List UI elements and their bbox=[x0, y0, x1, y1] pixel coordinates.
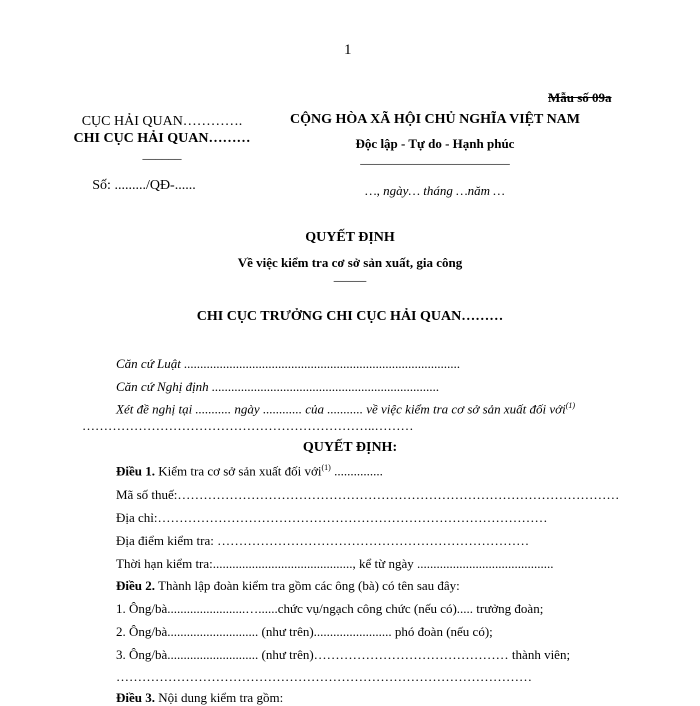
document-subject: Về việc kiểm tra cơ sở sản xuất, gia công bbox=[237, 255, 463, 270]
team-member-3: 3. Ông/bà............................ (như trên)……………………………………… thành viên; bbox=[116, 647, 571, 662]
inspection-duration-line: Thời hạn kiểm tra:..........................................., kể từ ngày .......................................... bbox=[116, 556, 554, 571]
agency-line-2: CHI CỤC HẢI QUAN……… bbox=[73, 131, 251, 146]
decision-heading: QUYẾT ĐỊNH: bbox=[302, 440, 398, 455]
article-2: Điều 2. Thành lập đoàn kiểm tra gồm các ông (bà) có tên sau đây: bbox=[116, 578, 460, 593]
team-member-2: 2. Ông/bà............................ (như trên)........................ phó đoàn (nếu có); bbox=[116, 624, 493, 639]
form-code: Mẫu số 09a bbox=[548, 90, 612, 105]
article-3: Điều 3. Nội dung kiểm tra gồm: bbox=[116, 690, 284, 705]
motto-divider: _______________________ bbox=[360, 151, 510, 166]
proposal-continuation: …………………………………………………………..……… bbox=[82, 418, 414, 433]
page-number: 1 bbox=[344, 42, 352, 58]
team-member-1: 1. Ông/bà........................…......chức vụ/ngạch công chức (nếu có)..... trưởng đoàn; bbox=[116, 601, 544, 616]
issuing-authority: CHI CỤC TRƯỞNG CHI CỤC HẢI QUAN……… bbox=[196, 309, 504, 324]
document-number: Số: ........./QĐ-...... bbox=[92, 178, 196, 193]
national-motto: Độc lập - Tự do - Hạnh phúc bbox=[355, 136, 515, 151]
article-1: Điều 1. Kiểm tra cơ sở sản xuất đối với$^{(1)}$ ............... bbox=[116, 463, 383, 479]
document-title: QUYẾT ĐỊNH bbox=[305, 230, 395, 245]
issue-date: …, ngày… tháng …năm … bbox=[365, 183, 505, 198]
inspection-location-line: Địa điểm kiểm tra: ……………………………………………………………… bbox=[116, 533, 530, 548]
legal-basis-decree: Căn cứ Nghị định ...................................................................... bbox=[116, 379, 440, 394]
proposal-basis: Xét đề nghị tại ........... ngày ............ của ........... về việc kiểm tra cơ sở sản xuất đối với$^{(1)}$ bbox=[116, 401, 576, 417]
team-member-blank: …………………………………………………………………………………… bbox=[116, 669, 532, 684]
title-divider: _____ bbox=[333, 268, 367, 283]
agency-divider: ______ bbox=[142, 146, 182, 161]
address-line: Địa chỉ:……………………………………………………………………………… bbox=[116, 510, 548, 525]
agency-line-1: CỤC HẢI QUAN…………. bbox=[81, 114, 243, 129]
legal-basis-law: Căn cứ Luật ..................................................................................... bbox=[116, 356, 461, 371]
country-name: CỘNG HÒA XÃ HỘI CHỦ NGHĨA VIỆT NAM bbox=[289, 112, 580, 127]
tax-code-line: Mã số thuế:………………………………………………………………………………………… bbox=[116, 487, 620, 502]
